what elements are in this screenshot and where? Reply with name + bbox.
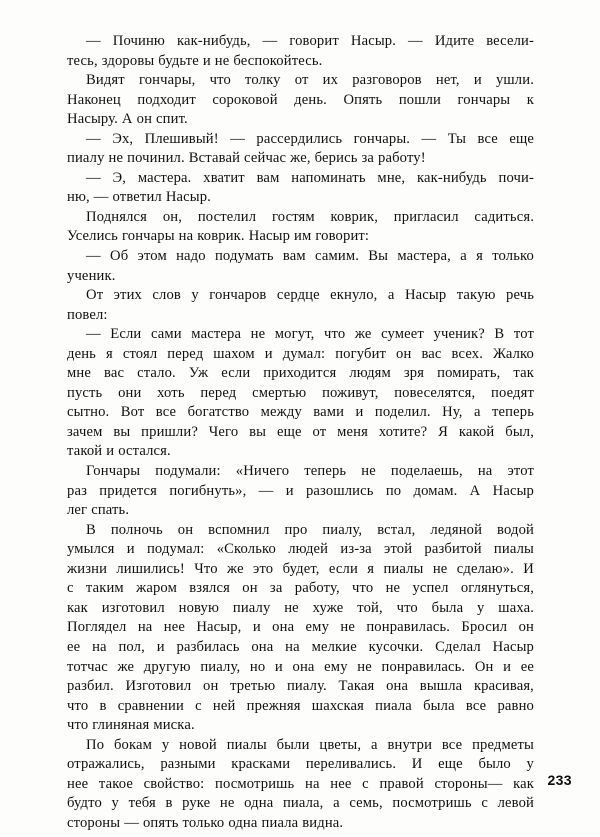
text-line: что в сравнении с ней прежняя шахская пиала была все равно <box>67 697 534 714</box>
text-line: жизни лишились! Что же это будет, если я пиалы не сделаю». И <box>67 560 534 577</box>
paragraph <box>67 736 534 834</box>
text-line: ее на пол, и разбилась она на мелкие кусочки. Сделал Насыр <box>67 638 534 655</box>
text-line: Наконец подходит сороковой день. Опять пошли гончары к <box>67 91 534 108</box>
paragraph <box>67 32 534 71</box>
text-line: раз придется погибнуть», — и разошлись по домам. А Насыр <box>67 482 534 499</box>
paragraph <box>67 247 534 286</box>
paragraph <box>67 462 534 521</box>
body-text-column <box>67 32 534 833</box>
paragraph <box>67 325 534 462</box>
text-line: — Эх, Плешивый! — рассердились гончары. — Ты все еще <box>86 130 534 147</box>
text-line: такой и остался. <box>67 443 171 460</box>
text-line: Гончары подумали: «Ничего теперь не поделаешь, на этот <box>86 463 534 480</box>
text-line: От этих слов у гончаров сердце екнуло, а Насыр такую речь <box>86 287 534 304</box>
text-line: стороны — опять только одна пиала видна. <box>67 814 344 831</box>
paragraph <box>67 130 534 169</box>
text-line: разбил. Изготовил он третью пиалу. Такая она вышла красивая, <box>67 678 534 695</box>
text-line: ню, — ответил Насыр. <box>67 189 211 206</box>
text-line: повел: <box>67 306 108 323</box>
text-line: нее такое свойство: посмотришь на нее с правой стороны— как <box>67 775 534 792</box>
text-line: сытно. Вот все богатство между вами и поделил. Ну, а теперь <box>67 404 534 421</box>
text-line: пиалу не починил. Вставай сейчас же, берись за работу! <box>67 150 426 167</box>
text-line: В полночь он вспомнил про пиалу, встал, ледяной водой <box>86 521 534 538</box>
text-line: — Починю как-нибудь, — говорит Насыр. — Идите весели- <box>86 33 534 49</box>
text-line: умылся и подумал: «Сколько людей из-за этой разбитой пиалы <box>67 541 534 558</box>
text-line: Поглядел на нее Насыр, и она ему не понравилась. Бросил он <box>67 619 534 636</box>
text-line: день я стоял перед шахом и думал: погубит он вас всех. Жалко <box>67 345 534 362</box>
text-line: лег спать. <box>67 502 130 519</box>
paragraph <box>67 71 534 130</box>
text-line: Поднялся он, постелил гостям коврик, пригласил садиться. <box>86 208 534 225</box>
page-number: 233 <box>547 772 572 788</box>
text-line: с таким жаром взялся он за работу, что не успел оглянуться, <box>67 580 534 597</box>
text-line: По бокам у новой пиалы были цветы, а внутри все предметы <box>86 736 534 753</box>
text-line: мне вас стало. Уж если приходится людям зря помирать, так <box>67 365 534 382</box>
text-line: пусть они хоть перед смертью поживут, повеселятся, поедят <box>67 384 534 401</box>
text-line: Видят гончары, что толку от их разговоров нет, и ушли. <box>86 72 534 89</box>
paragraph <box>67 286 534 325</box>
text-line: что глиняная миска. <box>67 717 195 734</box>
text-line: Насыру. А он спит. <box>67 111 188 128</box>
text-line: тесь, здоровы будьте и не беспокойтесь. <box>67 52 323 69</box>
paragraph <box>67 169 534 208</box>
text-line: Уселись гончары на коврик. Насыр им говорит: <box>67 228 370 245</box>
paragraph <box>67 521 534 736</box>
paragraph <box>67 208 534 247</box>
text-line: будто у тебя в руке не одна пиала, а семь, посмотришь с левой <box>67 795 534 812</box>
text-line: — Если сами мастера не могут, что же сумеет ученик? В тот <box>86 326 534 343</box>
text-line: ученик. <box>67 267 116 284</box>
text-line: тотчас же другую пиалу, но и она ему не понравилась. Он и ее <box>67 658 534 675</box>
text-line: как изготовил новую пиалу не хуже той, что была у шаха. <box>67 599 534 616</box>
text-line: — Об этом надо подумать вам самим. Вы мастера, а я только <box>86 248 534 265</box>
text-line: зачем вы пришли? Чего вы еще от меня хотите? Я какой был, <box>67 423 534 440</box>
text-line: — Э, мастера. хватит вам напоминать мне, как-нибудь почи- <box>86 169 534 186</box>
text-line: отражались, разными красками переливались. И еще было у <box>67 756 534 773</box>
